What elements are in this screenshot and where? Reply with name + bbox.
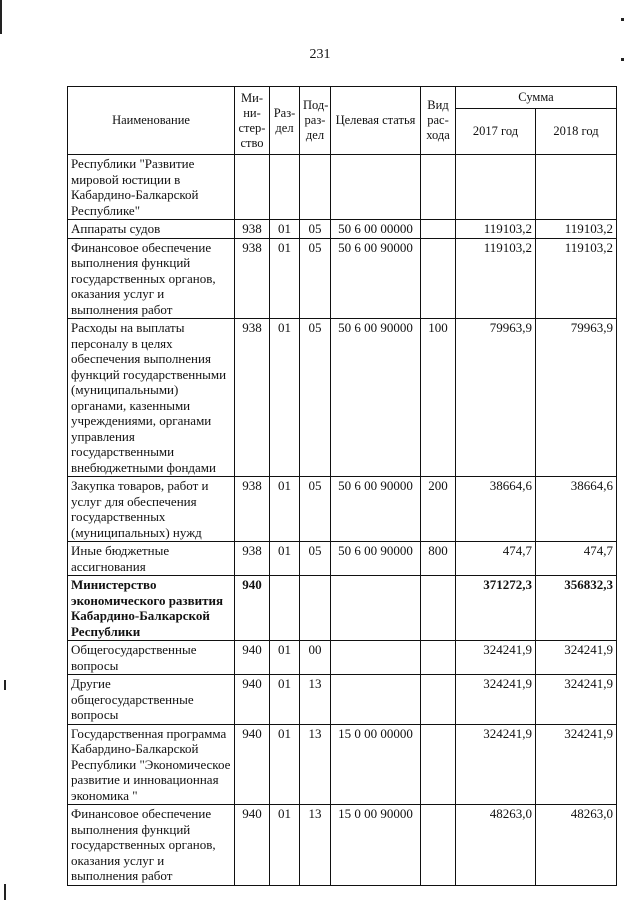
cell-ministry: 938	[235, 238, 270, 319]
cell-target-article: 50 6 00 90000	[331, 477, 421, 542]
cell-sum-2017: 48263,0	[456, 805, 536, 886]
cell-name: Расходы на выплаты персоналу в целях обеспечения выполнения функций государственными (муниципальными) органами, казенными учреждениями, органами управления государственными внебюджетными фондами	[68, 319, 235, 477]
cell-sum-2018: 79963,9	[536, 319, 617, 477]
cell-sum-2017	[456, 155, 536, 220]
cell-subsection: 05	[300, 542, 331, 576]
table-row	[68, 477, 617, 542]
cell-sum-2017: 324241,9	[456, 675, 536, 725]
cell-sum-2017: 79963,9	[456, 319, 536, 477]
cell-sum-2018: 38664,6	[536, 477, 617, 542]
cell-expense-type: 800	[421, 542, 456, 576]
cell-target-article	[331, 155, 421, 220]
cell-subsection: 00	[300, 641, 331, 675]
table-row	[68, 576, 617, 641]
cell-ministry: 938	[235, 477, 270, 542]
cell-sum-2018: 324241,9	[536, 675, 617, 725]
cell-subsection: 05	[300, 238, 331, 319]
cell-target-article: 50 6 00 90000	[331, 319, 421, 477]
cell-subsection: 05	[300, 319, 331, 477]
cell-ministry: 940	[235, 724, 270, 805]
table-body	[68, 155, 617, 886]
cell-expense-type: 200	[421, 477, 456, 542]
scan-speck	[4, 884, 6, 900]
table-row	[68, 220, 617, 239]
page-number: 231	[309, 47, 331, 62]
cell-ministry: 940	[235, 576, 270, 641]
header-subsection: Под-раз-дел	[300, 87, 331, 155]
cell-sum-2018: 474,7	[536, 542, 617, 576]
cell-expense-type	[421, 805, 456, 886]
cell-section: 01	[270, 675, 300, 725]
table-row	[68, 641, 617, 675]
cell-section: 01	[270, 805, 300, 886]
cell-name: Государственная программа Кабардино-Балкарской Республики "Экономическое развитие и инновационная экономика "	[68, 724, 235, 805]
cell-expense-type	[421, 641, 456, 675]
cell-target-article	[331, 675, 421, 725]
cell-expense-type	[421, 155, 456, 220]
cell-ministry: 940	[235, 641, 270, 675]
cell-sum-2017: 324241,9	[456, 724, 536, 805]
cell-section: 01	[270, 477, 300, 542]
cell-target-article: 15 0 00 00000	[331, 724, 421, 805]
cell-section	[270, 576, 300, 641]
cell-sum-2017: 324241,9	[456, 641, 536, 675]
table-row	[68, 724, 617, 805]
cell-expense-type: 100	[421, 319, 456, 477]
cell-name: Аппараты судов	[68, 220, 235, 239]
cell-target-article: 50 6 00 90000	[331, 542, 421, 576]
table-row	[68, 238, 617, 319]
cell-ministry: 938	[235, 220, 270, 239]
cell-expense-type	[421, 724, 456, 805]
cell-sum-2018: 48263,0	[536, 805, 617, 886]
cell-name: Другие общегосударственные вопросы	[68, 675, 235, 725]
header-ministry: Ми-ни-стер-ство	[235, 87, 270, 155]
cell-expense-type	[421, 675, 456, 725]
cell-section: 01	[270, 238, 300, 319]
cell-name: Закупка товаров, работ и услуг для обеспечения государственных (муниципальных) нужд	[68, 477, 235, 542]
cell-section: 01	[270, 724, 300, 805]
budget-table	[67, 86, 617, 886]
cell-sum-2017: 119103,2	[456, 238, 536, 319]
cell-sum-2018: 119103,2	[536, 238, 617, 319]
table-row	[68, 542, 617, 576]
cell-section: 01	[270, 319, 300, 477]
cell-ministry: 938	[235, 319, 270, 477]
table-row	[68, 805, 617, 886]
cell-name: Общегосударственные вопросы	[68, 641, 235, 675]
header-expense-type: Вид рас-хода	[421, 87, 456, 155]
cell-subsection: 13	[300, 724, 331, 805]
table-row	[68, 675, 617, 725]
cell-subsection	[300, 576, 331, 641]
header-target-article: Целевая статья	[331, 87, 421, 155]
cell-subsection: 13	[300, 675, 331, 725]
cell-sum-2018: 356832,3	[536, 576, 617, 641]
cell-name: Финансовое обеспечение выполнения функций государственных органов, оказания услуг и выполнения работ	[68, 238, 235, 319]
cell-expense-type	[421, 220, 456, 239]
header-sum: Сумма	[456, 87, 617, 109]
cell-name: Министерство экономического развития Кабардино-Балкарской Республики	[68, 576, 235, 641]
cell-section	[270, 155, 300, 220]
cell-section: 01	[270, 542, 300, 576]
cell-name: Иные бюджетные ассигнования	[68, 542, 235, 576]
cell-sum-2018: 324241,9	[536, 641, 617, 675]
cell-name: Финансовое обеспечение выполнения функций государственных органов, оказания услуг и выполнения работ	[68, 805, 235, 886]
header-year-2018: 2018 год	[536, 109, 617, 155]
header-section: Раз-дел	[270, 87, 300, 155]
cell-subsection: 05	[300, 220, 331, 239]
cell-subsection: 13	[300, 805, 331, 886]
cell-ministry: 938	[235, 542, 270, 576]
cell-expense-type	[421, 238, 456, 319]
header-year-2017: 2017 год	[456, 109, 536, 155]
cell-subsection: 05	[300, 477, 331, 542]
header-name: Наименование	[68, 87, 235, 155]
cell-target-article	[331, 641, 421, 675]
cell-sum-2017: 371272,3	[456, 576, 536, 641]
table-row	[68, 155, 617, 220]
cell-subsection	[300, 155, 331, 220]
cell-ministry	[235, 155, 270, 220]
cell-section: 01	[270, 220, 300, 239]
scan-speck	[621, 18, 624, 21]
cell-section: 01	[270, 641, 300, 675]
cell-sum-2018: 324241,9	[536, 724, 617, 805]
cell-name: Республики "Развитие мировой юстиции в Кабардино-Балкарской Республике"	[68, 155, 235, 220]
scan-speck	[4, 680, 6, 690]
scan-edge-mark	[0, 0, 2, 34]
table-row	[68, 319, 617, 477]
cell-target-article	[331, 576, 421, 641]
cell-target-article: 15 0 00 90000	[331, 805, 421, 886]
cell-ministry: 940	[235, 805, 270, 886]
cell-sum-2017: 38664,6	[456, 477, 536, 542]
cell-sum-2017: 119103,2	[456, 220, 536, 239]
cell-target-article: 50 6 00 00000	[331, 220, 421, 239]
cell-sum-2018	[536, 155, 617, 220]
cell-target-article: 50 6 00 90000	[331, 238, 421, 319]
cell-sum-2018: 119103,2	[536, 220, 617, 239]
cell-sum-2017: 474,7	[456, 542, 536, 576]
cell-expense-type	[421, 576, 456, 641]
cell-ministry: 940	[235, 675, 270, 725]
